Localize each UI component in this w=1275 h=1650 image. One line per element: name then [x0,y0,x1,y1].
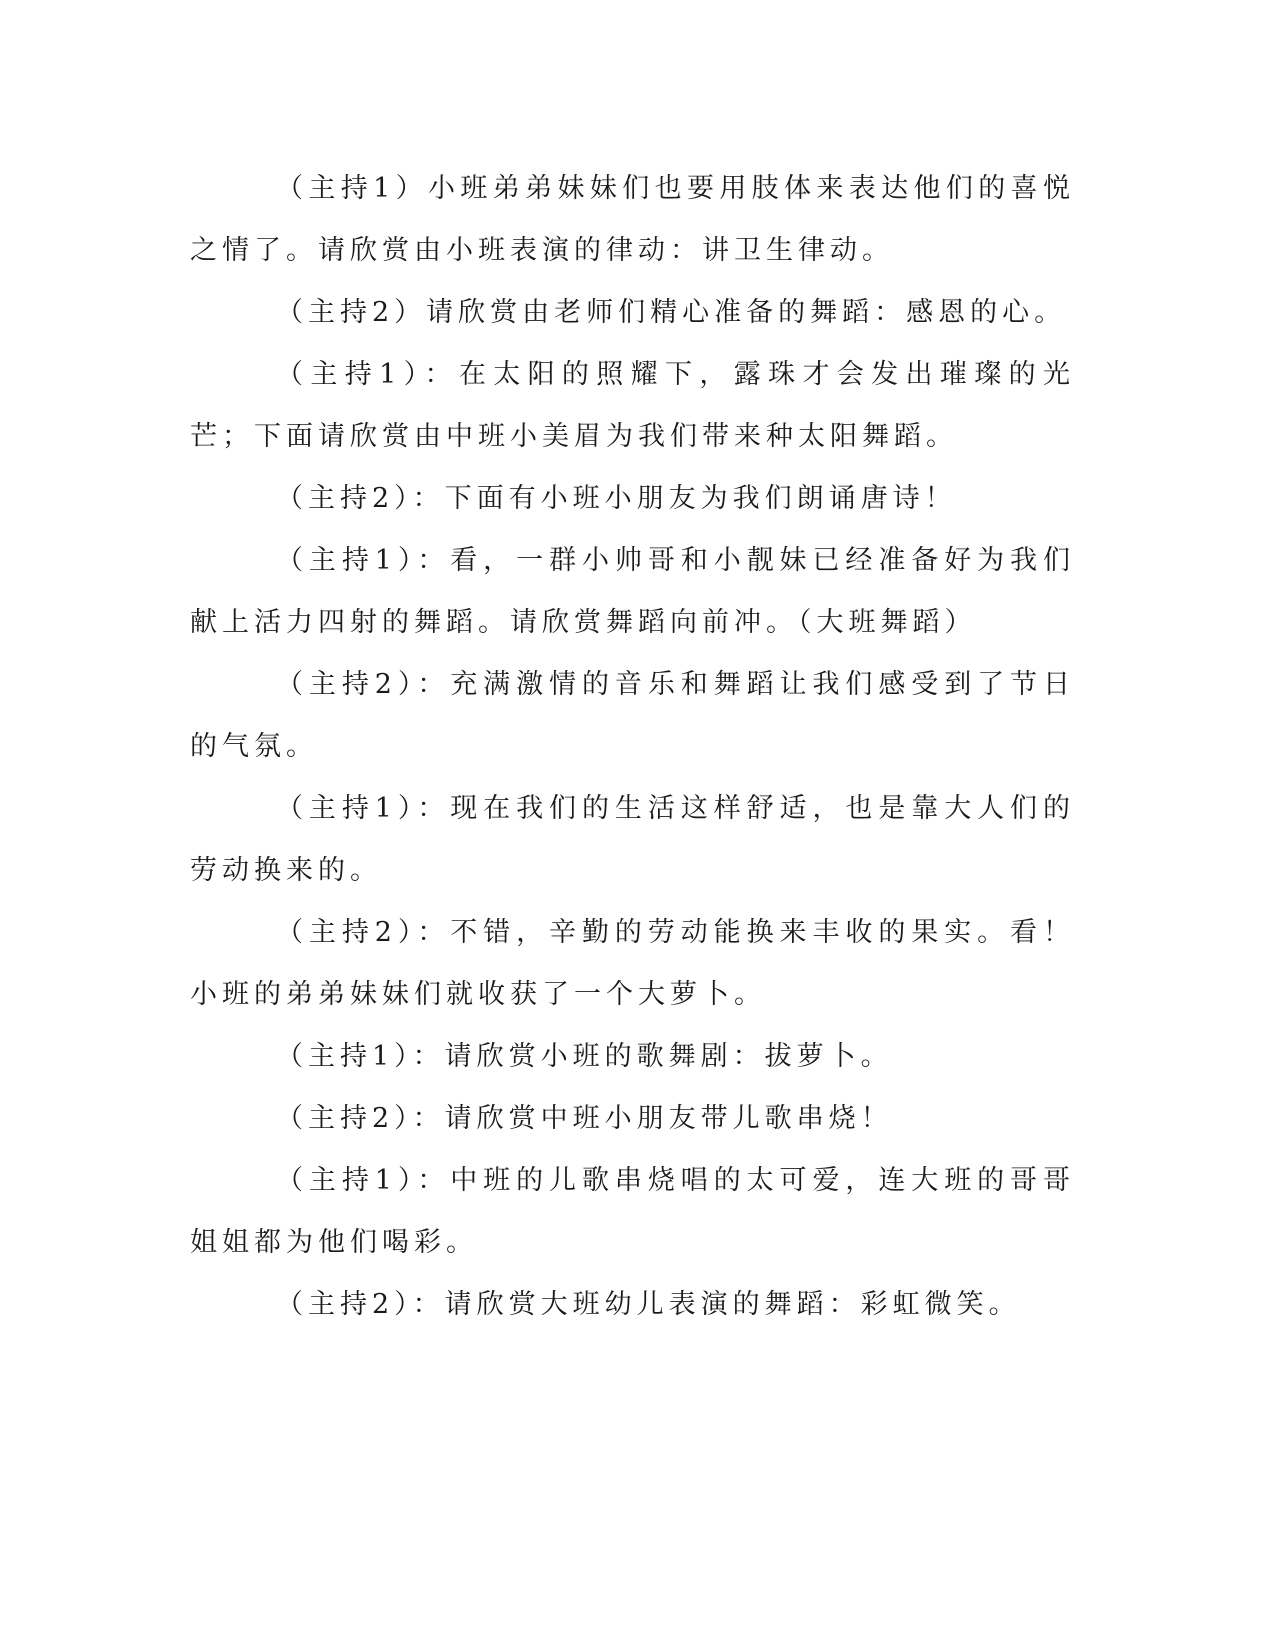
host-line: （主持1）小班弟弟妹妹们也要用肢体来表达他们的喜悦之情了。请欣赏由小班表演的律动：讲卫生律动。 [190,173,1075,266]
host-line: （主持1）：现在我们的生活这样舒适，也是靠大人们的劳动换来的。 [190,793,1075,886]
host-line: （主持2）：请欣赏大班幼儿表演的舞蹈：彩虹微笑。 [276,1289,1021,1320]
host-line: （主持1）：在太阳的照耀下，露珠才会发出璀璨的光芒；下面请欣赏由中班小美眉为我们带来种太阳舞蹈。 [190,359,1075,452]
script-body [190,158,1075,1336]
host-line: （主持2）：不错，辛勤的劳动能换来丰收的果实。看！小班的弟弟妹妹们就收获了一个大萝卜。 [190,917,1075,1010]
host-line: （主持2）：请欣赏中班小朋友带儿歌串烧！ [276,1103,893,1134]
host-line: （主持1）：请欣赏小班的歌舞剧：拔萝卜。 [276,1041,893,1072]
host-line: （主持2）请欣赏由老师们精心准备的舞蹈：感恩的心。 [276,297,1067,328]
host-line: （主持2）：充满激情的音乐和舞蹈让我们感受到了节日的气氛。 [190,669,1075,762]
host-line: （主持1）：看，一群小帅哥和小靓妹已经准备好为我们献上活力四射的舞蹈。请欣赏舞蹈向前冲。（大班舞蹈） [190,545,1075,638]
host-line: （主持1）：中班的儿歌串烧唱的太可爱，连大班的哥哥姐姐都为他们喝彩。 [190,1165,1075,1258]
host-line: （主持2）：下面有小班小朋友为我们朗诵唐诗！ [276,483,957,514]
